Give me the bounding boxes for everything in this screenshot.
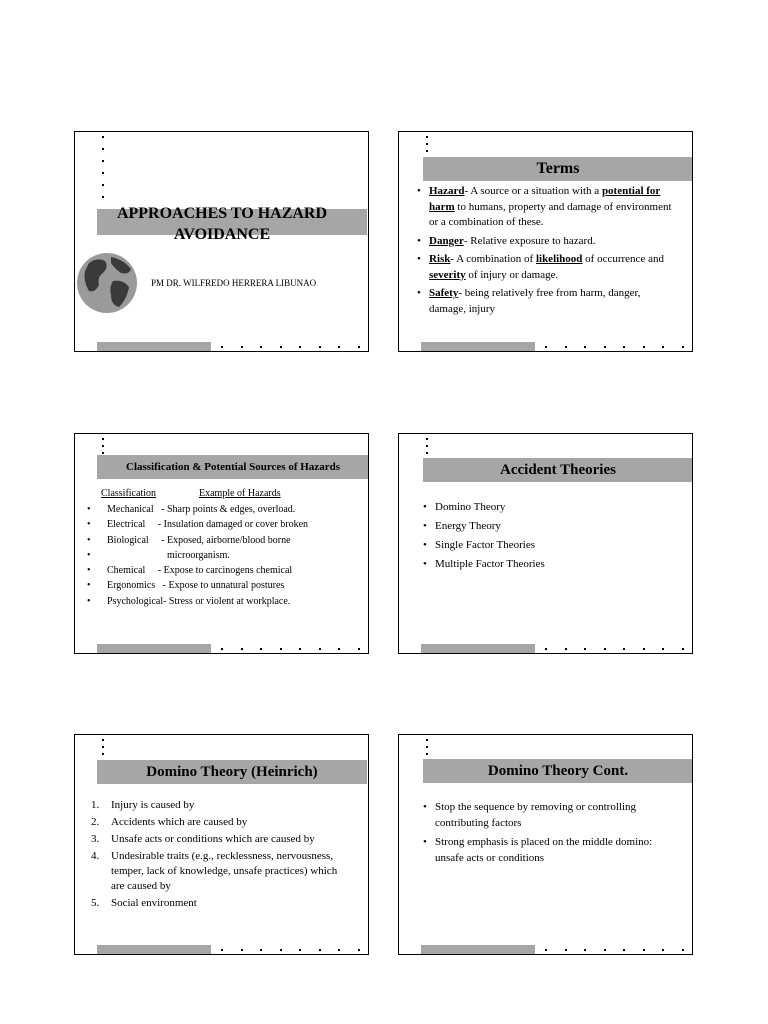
slide-accident-theories	[398, 433, 693, 654]
globe-icon	[75, 251, 139, 315]
column-header-examples: Example of Hazards	[199, 488, 281, 499]
list-item: 3. Unsafe acts or conditions which are caused by	[91, 833, 315, 845]
hazard-row: • microorganism.	[87, 548, 367, 563]
term-hazard: • Hazard- A source or a situation with a potential for harm to humans, property and damage of environment or a combination of these.	[417, 184, 677, 231]
bottom-dots	[545, 648, 684, 651]
list-item: • Stop the sequence by removing or controlling contributing factors	[423, 800, 663, 831]
list-item: 2. Accidents which are caused by	[91, 816, 248, 828]
terms-list	[417, 184, 677, 317]
list-item: • Energy Theory	[423, 519, 683, 534]
bottom-bar	[97, 945, 211, 954]
list-item: 1. Injury is caused by	[91, 799, 195, 811]
list-item: 5. Social environment	[91, 897, 197, 909]
presentation-title	[97, 204, 347, 246]
slide-title-bar	[97, 455, 369, 479]
slide-decoration-dots	[426, 438, 429, 459]
domino-cont-list	[423, 800, 663, 866]
hazard-row: • Psychological- Stress or violent at workplace.	[87, 594, 367, 609]
slide-title-bar	[423, 759, 693, 783]
term-danger: • Danger- Relative exposure to hazard.	[417, 234, 677, 250]
bottom-bar	[421, 644, 535, 653]
bottom-dots	[221, 949, 360, 952]
slide-terms	[398, 131, 693, 352]
hazard-row: • Electrical - Insulation damaged or cover broken	[87, 517, 367, 532]
bottom-bar	[97, 342, 211, 351]
hazard-row: • Mechanical - Sharp points & edges, overload.	[87, 502, 367, 517]
domino-sequence-list	[91, 798, 351, 911]
bottom-bar	[421, 342, 535, 351]
term-safety: • Safety- being relatively free from harm, danger, damage, injury	[417, 286, 677, 317]
slide-title-bar	[423, 157, 693, 181]
list-item: 4. Undesirable traits (e.g., recklessness, nervousness, temper, lack of knowledge, unsafe practices) which are caused by	[91, 850, 338, 892]
hazard-row: • Biological - Exposed, airborne/blood borne	[87, 533, 367, 548]
bottom-dots	[545, 346, 684, 349]
slide-title	[74, 131, 369, 352]
bottom-dots	[221, 346, 360, 349]
bottom-dots	[545, 949, 684, 952]
bottom-bar	[421, 945, 535, 954]
hazard-row: • Chemical - Expose to carcinogens chemical	[87, 563, 367, 578]
bottom-bar	[97, 644, 211, 653]
slide-decoration-dots	[426, 739, 429, 760]
bottom-dots	[221, 648, 360, 651]
list-item: • Domino Theory	[423, 500, 683, 515]
slide-decoration-dots	[102, 739, 105, 760]
slide-classification	[74, 433, 369, 654]
column-header-classification: Classification	[101, 488, 156, 499]
slide-title: Terms	[536, 160, 580, 178]
slide-title-bar	[423, 458, 693, 482]
hazard-row: • Ergonomics - Expose to unnatural postures	[87, 578, 367, 593]
list-item: • Single Factor Theories	[423, 538, 683, 553]
hazard-list	[87, 502, 367, 609]
theories-list	[423, 500, 683, 572]
title-line-2: AVOIDANCE	[173, 225, 271, 243]
term-risk: • Risk- A combination of likelihood of occurrence and severity of injury or damage.	[417, 252, 677, 283]
slide-domino-theory-cont	[398, 734, 693, 955]
list-item: • Multiple Factor Theories	[423, 557, 683, 572]
slide-decoration-dots	[102, 136, 105, 208]
list-item: • Strong emphasis is placed on the middle domino: unsafe acts or conditions	[423, 835, 663, 866]
slide-title: Domino Theory (Heinrich)	[146, 763, 318, 780]
slide-title-bar	[97, 760, 367, 784]
slide-decoration-dots	[426, 136, 429, 157]
slide-title: Domino Theory Cont.	[487, 762, 629, 779]
slide-title: Accident Theories	[500, 461, 616, 478]
slide-title: Classification & Potential Sources of Hazards	[126, 460, 340, 473]
title-line-1: APPROACHES TO HAZARD	[116, 205, 328, 222]
slide-domino-theory	[74, 734, 369, 955]
author-name: PM DR. WILFREDO HERRERA LIBUNAO	[151, 278, 317, 288]
